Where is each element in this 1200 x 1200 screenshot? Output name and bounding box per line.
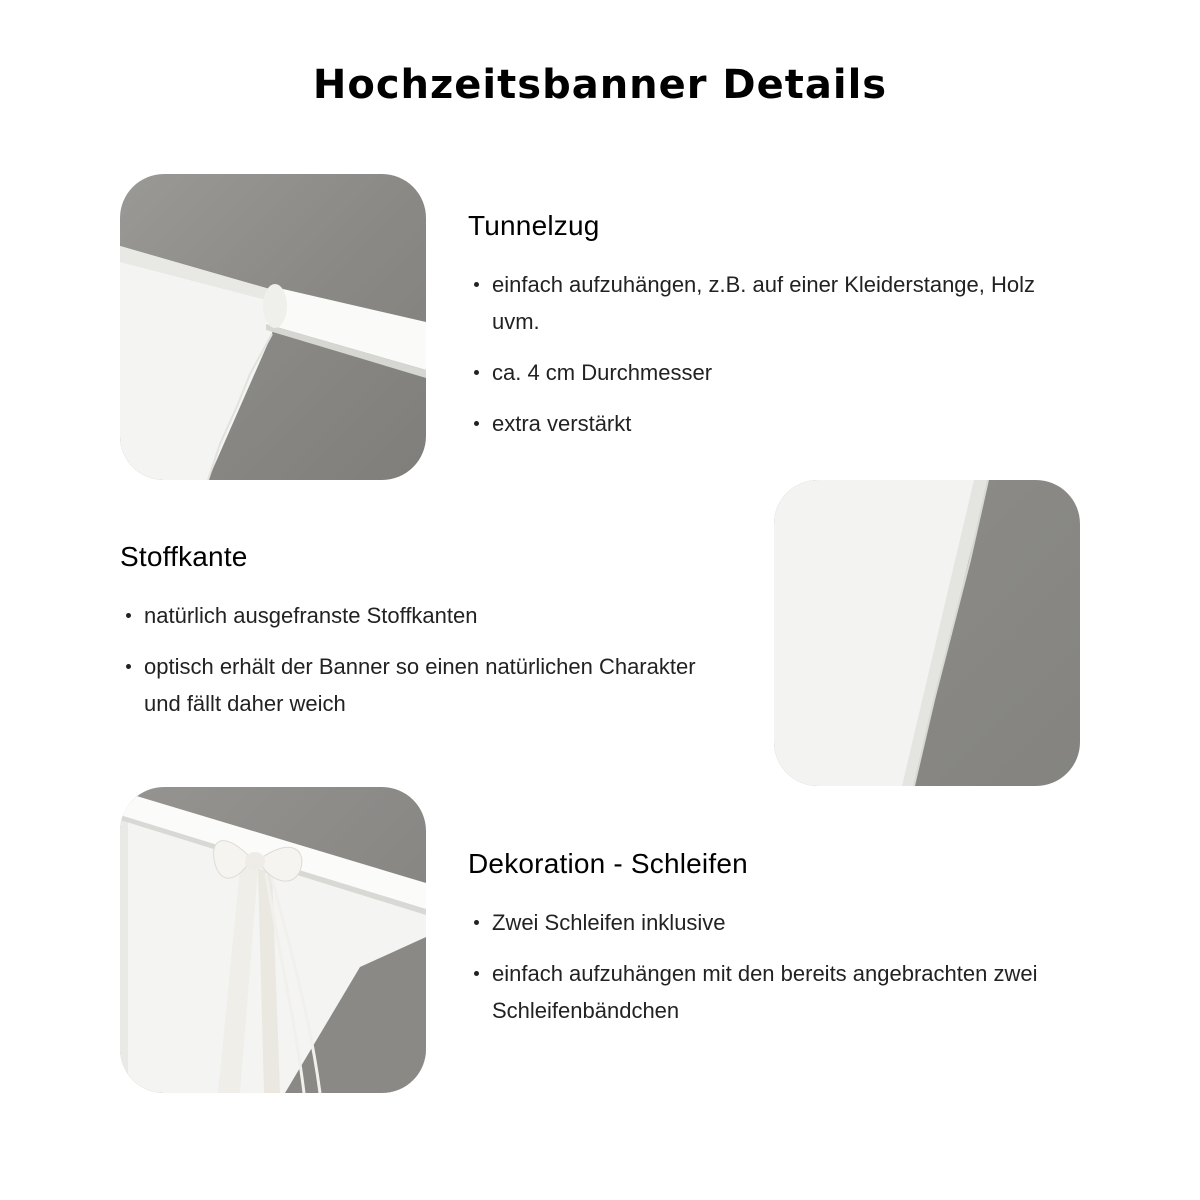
list-item: ca. 4 cm Durchmesser [468, 354, 1068, 391]
tunnel-rod-photo [120, 174, 426, 480]
page-title: Hochzeitsbanner Details [312, 62, 888, 108]
feature-list [468, 266, 1068, 442]
section-stoffkante [120, 537, 720, 736]
feature-list [468, 904, 1068, 1029]
bullet-icon [474, 971, 479, 976]
bullet-icon [474, 920, 479, 925]
bullet-icon [474, 421, 479, 426]
bullet-icon [474, 282, 479, 287]
fabric-edge-photo [774, 480, 1080, 786]
list-item: extra verstärkt [468, 405, 1068, 442]
list-item: einfach aufzuhängen mit den bereits angebrachten zwei Schleifenbändchen [468, 955, 1068, 1029]
section-heading: Dekoration - Schleifen [468, 848, 748, 879]
section-tunnelzug [468, 206, 1068, 456]
list-item: natürlich ausgefranste Stoffkanten [120, 597, 720, 634]
bullet-icon [126, 664, 131, 669]
bullet-icon [474, 370, 479, 375]
section-dekoration [468, 844, 1068, 1043]
list-item: optisch erhält der Banner so einen natürlichen Charakter und fällt daher weich [120, 648, 720, 722]
section-heading: Tunnelzug [468, 210, 600, 241]
list-item: einfach aufzuhängen, z.B. auf einer Kleiderstange, Holz uvm. [468, 266, 1068, 340]
feature-list [120, 597, 720, 722]
list-item: Zwei Schleifen inklusive [468, 904, 1068, 941]
section-heading: Stoffkante [120, 541, 248, 572]
bow-decoration-photo [120, 787, 426, 1093]
bullet-icon [126, 613, 131, 618]
